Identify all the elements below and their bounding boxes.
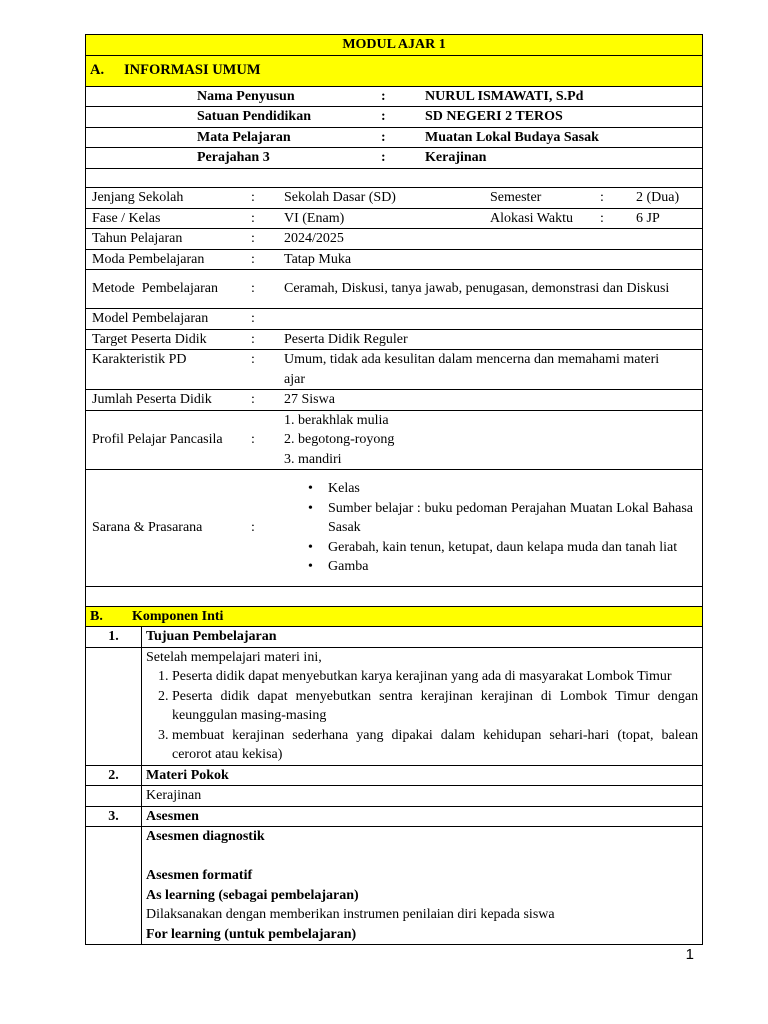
header-colon: :	[381, 150, 386, 165]
profil-item: 2. begotong-royong	[284, 432, 395, 447]
asesmen-diagnostik: Asesmen diagnostik	[146, 829, 265, 844]
target-label: Target Peserta Didik	[92, 331, 207, 347]
karakteristik-label: Karakteristik PD	[92, 352, 187, 367]
as-learning: As learning (sebagai pembelajaran)	[146, 887, 359, 903]
profil-list	[284, 411, 674, 470]
number-cell	[86, 647, 142, 765]
page-number: 1	[685, 946, 694, 963]
fase-value: VI (Enam)	[284, 210, 345, 226]
asesmen-content	[142, 827, 703, 945]
info-row-tahun	[86, 229, 703, 250]
materi-value: Kerajinan	[142, 786, 703, 807]
spacer-row	[86, 168, 703, 188]
materi-title: Materi Pokok	[142, 765, 703, 786]
header-colon: :	[381, 88, 386, 104]
jumlah-value: 27 Siswa	[284, 392, 335, 407]
info-row-jumlah	[86, 390, 703, 411]
header-colon: :	[381, 129, 386, 145]
model-label: Model Pembelajaran	[92, 311, 209, 326]
info-row-target	[86, 329, 703, 350]
colon: :	[251, 190, 255, 205]
tahun-label: Tahun Pelajaran	[92, 231, 183, 246]
sarana-label: Sarana & Prasarana	[92, 520, 203, 536]
target-value: Peserta Didik Reguler	[284, 331, 408, 347]
header-row	[86, 148, 703, 169]
document-page	[85, 34, 702, 945]
header-label: Nama Penyusun	[197, 88, 295, 104]
colon: :	[251, 520, 255, 536]
jenjang-value: Sekolah Dasar (SD)	[284, 190, 396, 205]
number-cell	[86, 786, 142, 807]
header-row	[86, 86, 703, 107]
colon: :	[600, 210, 604, 226]
alokasi-value: 6 JP	[636, 210, 660, 226]
tujuan-item: 3. membuat kerajinan sederhana yang dipakai dalam kehidupan sehari-hari (topat, balean cerorot atau kekisa)	[172, 726, 698, 765]
karakteristik-value: Umum, tidak ada kesulitan dalam mencerna dan memahami materi ajar	[284, 352, 660, 387]
info-row-fase	[86, 208, 703, 229]
moda-value: Tatap Muka	[284, 251, 352, 267]
header-value: Kerajinan	[425, 150, 487, 165]
tujuan-list	[146, 667, 698, 765]
header-label: Perajahan 3	[197, 150, 270, 165]
section-b-letter: B.	[90, 608, 103, 624]
section-b-header	[86, 606, 703, 627]
tujuan-number: 1.	[86, 627, 142, 648]
asesmen-formatif: Asesmen formatif	[146, 868, 253, 883]
colon: :	[251, 311, 255, 326]
colon: :	[251, 251, 255, 267]
semester-label: Semester	[490, 190, 542, 205]
info-row-metode	[86, 270, 703, 309]
colon: :	[600, 190, 604, 205]
tujuan-title: Tujuan Pembelajaran	[142, 627, 703, 648]
module-table	[85, 34, 703, 945]
header-colon: :	[381, 109, 386, 124]
header-value: SD NEGERI 2 TEROS	[425, 109, 563, 124]
semester-value: 2 (Dua)	[636, 190, 680, 205]
tahun-value: 2024/2025	[284, 231, 344, 246]
info-row-profil	[86, 410, 703, 470]
tujuan-intro: Setelah mempelajari materi ini,	[146, 649, 322, 665]
tujuan-item: 1. Peserta didik dapat menyebutkan karya kerajinan yang ada di masyarakat Lombok Timur	[172, 667, 698, 687]
jumlah-label: Jumlah Peserta Didik	[92, 392, 212, 407]
spacer-row	[86, 587, 703, 607]
for-learning: For learning (untuk pembelajaran)	[146, 926, 357, 942]
section-a-letter: A.	[90, 61, 105, 78]
module-title: MODUL AJAR 1	[86, 35, 703, 56]
colon: :	[251, 392, 255, 407]
alokasi-label: Alokasi Waktu	[490, 210, 573, 226]
colon: :	[251, 210, 255, 226]
asesmen-title: Asesmen	[142, 806, 703, 827]
profil-label: Profil Pelajar Pancasila	[92, 432, 223, 447]
sarana-list	[284, 479, 693, 577]
moda-label: Moda Pembelajaran	[92, 251, 205, 267]
sarana-item: • Gamba	[328, 557, 693, 577]
sarana-item: • Gerabah, kain tenun, ketupat, daun kelapa muda dan tanah liat	[328, 538, 693, 558]
colon: :	[251, 231, 255, 246]
metode-value: Ceramah, Diskusi, tanya jawab, penugasan, demonstrasi dan Diskusi	[284, 281, 670, 297]
as-learning-desc: Dilaksanakan dengan memberikan instrumen penilaian diri kepada siswa	[146, 907, 555, 922]
fase-label: Fase / Kelas	[92, 210, 161, 226]
asesmen-number: 3.	[86, 806, 142, 827]
colon: :	[251, 352, 255, 367]
header-value: Muatan Lokal Budaya Sasak	[425, 129, 599, 145]
info-row-moda	[86, 249, 703, 270]
metode-label: Metode Pembelajaran	[92, 281, 218, 297]
section-b-label: Komponen Inti	[132, 608, 224, 624]
tujuan-item: 2. Peserta didik dapat menyebutkan sentra kerajinan kerajinan di Lombok Timur dengan keunggulan masing-masing	[172, 687, 698, 726]
info-row-karakteristik	[86, 350, 703, 390]
colon: :	[251, 331, 255, 347]
jenjang-label: Jenjang Sekolah	[92, 190, 184, 205]
info-row-sarana	[86, 470, 703, 587]
colon: :	[251, 281, 255, 297]
materi-number: 2.	[86, 765, 142, 786]
header-label: Mata Pelajaran	[197, 129, 291, 145]
info-row-jenjang	[86, 188, 703, 209]
sarana-item: • Sumber belajar : buku pedoman Perajahan Muatan Lokal Bahasa Sasak	[328, 499, 693, 538]
info-row-model	[86, 309, 703, 330]
header-row	[86, 127, 703, 148]
profil-item: 3. mandiri	[284, 451, 342, 467]
header-value: NURUL ISMAWATI, S.Pd	[425, 88, 584, 104]
header-label: Satuan Pendidikan	[197, 109, 311, 124]
sarana-item: • Kelas	[328, 479, 693, 499]
profil-item: 1. berakhlak mulia	[284, 412, 389, 428]
section-a-header	[86, 55, 703, 86]
tujuan-content	[142, 647, 703, 765]
number-cell	[86, 827, 142, 945]
header-row	[86, 107, 703, 128]
colon: :	[251, 432, 255, 447]
section-a-label: INFORMASI UMUM	[124, 61, 261, 78]
